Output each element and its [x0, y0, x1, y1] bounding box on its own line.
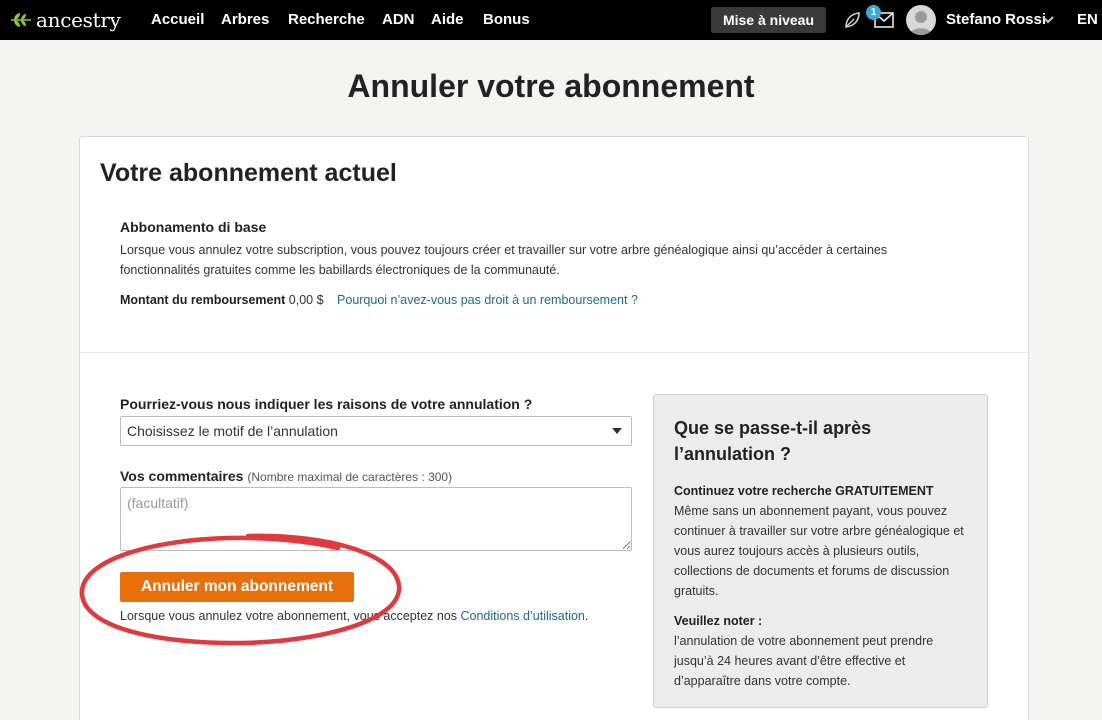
default-avatar-icon — [906, 5, 936, 35]
please-note-text: l’annulation de votre abonnement peut prendre jusqu’à 24 heures avant d’être effective et d’apparaître dans votre compte. — [674, 634, 934, 688]
top-navigation-bar — [0, 0, 1102, 40]
refund-explanation-link[interactable]: Pourquoi n’avez-vous pas droit à un remboursement ? — [337, 293, 638, 307]
brand-name: ancestry — [36, 8, 121, 32]
terms-suffix-text: . — [584, 609, 589, 623]
after-cancellation-info-panel — [653, 394, 988, 708]
notification-count-badge: 1 — [866, 5, 881, 20]
info-panel-title: Que se passe-t-il après l’annulation ? — [674, 418, 872, 464]
upgrade-button[interactable]: Mise à niveau — [711, 7, 826, 33]
please-note-heading: Veuillez noter : — [674, 614, 763, 628]
refund-row — [120, 293, 638, 307]
refund-amount: 0,00 $ — [288, 293, 324, 307]
free-research-text: Même sans un abonnement payant, vous pouvez continuer à travailler sur votre arbre généalogique et vous aurez toujours accès à plusieurs outils, collections de documents et forums de discussion gratuits. — [674, 504, 964, 598]
current-subscription-heading: Votre abonnement actuel — [100, 159, 397, 187]
free-research-heading: Continuez votre recherche GRATUITEMENT — [674, 484, 934, 498]
nav-item-bonus[interactable]: Bonus — [483, 11, 530, 28]
nav-item-arbres[interactable]: Arbres — [221, 11, 270, 28]
language-switch[interactable]: EN — [1077, 11, 1098, 28]
reason-select-value: Choisissez le motif de l’annulation — [127, 423, 338, 439]
refund-label: Montant du remboursement — [120, 293, 286, 307]
nav-item-accueil[interactable]: Accueil — [151, 11, 205, 28]
plan-description: Lorsque vous annulez votre subscription, vous pouvez toujours créer et travailler sur votre arbre généalogique ainsi qu’accéder à certaines fonctionnalités gratuites comme les babillards électroniques de la communauté. — [120, 243, 888, 277]
section-divider — [80, 352, 1028, 353]
reason-select[interactable] — [120, 416, 632, 446]
chevron-down-icon[interactable] — [1041, 14, 1055, 26]
comments-textarea[interactable] — [120, 487, 632, 551]
dropdown-arrow-icon — [612, 428, 622, 434]
terms-notice — [120, 609, 588, 623]
terms-prefix-text: Lorsque vous annulez votre abonnement, vous acceptez nos — [120, 609, 461, 623]
reason-question-label: Pourriez-vous nous indiquer les raisons de votre annulation ? — [120, 396, 533, 412]
terms-of-use-link[interactable]: Conditions d’utilisation — [460, 609, 585, 623]
comments-label-text: Vos commentaires — [120, 468, 244, 484]
subscription-card — [79, 136, 1029, 720]
leaf-logo-icon — [10, 10, 32, 30]
ancestry-logo[interactable] — [10, 8, 121, 32]
nav-item-aide[interactable]: Aide — [431, 11, 464, 28]
nav-item-recherche[interactable]: Recherche — [288, 11, 365, 28]
comments-char-limit-hint: (Nombre maximal de caractères : 300) — [247, 470, 453, 484]
user-avatar[interactable] — [906, 5, 936, 35]
page-title: Annuler votre abonnement — [347, 68, 755, 104]
nav-item-adn[interactable]: ADN — [382, 11, 415, 28]
comments-label — [120, 468, 452, 484]
hints-leaf-icon[interactable] — [843, 10, 861, 30]
cancel-subscription-button[interactable]: Annuler mon abonnement — [120, 572, 354, 602]
user-name-menu[interactable]: Stefano Rossi — [946, 11, 1047, 28]
plan-name: Abbonamento di base — [120, 219, 267, 235]
